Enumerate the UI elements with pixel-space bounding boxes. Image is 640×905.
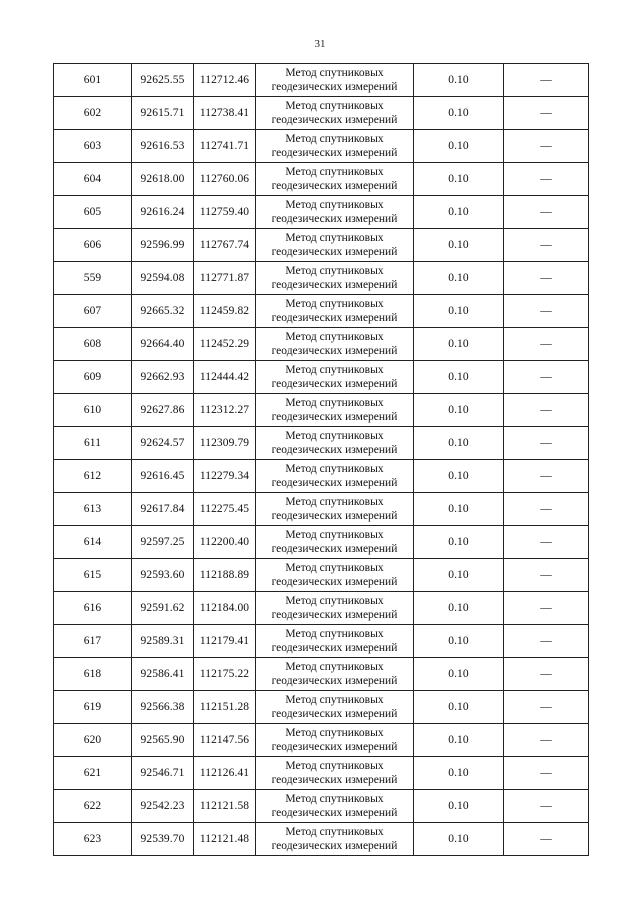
method-line-1: Метод спутниковых (285, 727, 384, 739)
method-cell (256, 64, 414, 97)
note-cell: — (504, 163, 589, 196)
point-number-cell: 604 (54, 163, 132, 196)
method-cell (256, 757, 414, 790)
point-number-cell: 616 (54, 592, 132, 625)
method-line-1: Метод спутниковых (285, 100, 384, 112)
method-line-1: Метод спутниковых (285, 397, 384, 409)
note-cell: — (504, 757, 589, 790)
y-coordinate-cell: 112452.29 (194, 328, 256, 361)
note-cell: — (504, 196, 589, 229)
method-cell (256, 262, 414, 295)
x-coordinate-cell: 92616.24 (132, 196, 194, 229)
accuracy-cell: 0.10 (414, 163, 504, 196)
y-coordinate-cell: 112151.28 (194, 691, 256, 724)
y-coordinate-cell: 112200.40 (194, 526, 256, 559)
accuracy-cell: 0.10 (414, 691, 504, 724)
y-coordinate-cell: 112188.89 (194, 559, 256, 592)
y-coordinate-cell: 112459.82 (194, 295, 256, 328)
y-coordinate-cell: 112741.71 (194, 130, 256, 163)
table-row (54, 394, 589, 427)
y-coordinate-cell: 112179.41 (194, 625, 256, 658)
method-line-1: Метод спутниковых (285, 232, 384, 244)
table-row (54, 64, 589, 97)
point-number-cell: 606 (54, 229, 132, 262)
method-line-1: Метод спутниковых (285, 298, 384, 310)
y-coordinate-cell: 112275.45 (194, 493, 256, 526)
point-number-cell: 614 (54, 526, 132, 559)
note-cell: — (504, 328, 589, 361)
x-coordinate-cell: 92539.70 (132, 823, 194, 856)
method-line-2: геодезических измерений (271, 114, 398, 126)
table-row (54, 724, 589, 757)
note-cell: — (504, 427, 589, 460)
method-line-1: Метод спутниковых (285, 661, 384, 673)
x-coordinate-cell: 92665.32 (132, 295, 194, 328)
x-coordinate-cell: 92596.99 (132, 229, 194, 262)
method-line-2: геодезических измерений (271, 642, 398, 654)
y-coordinate-cell: 112444.42 (194, 361, 256, 394)
y-coordinate-cell: 112712.46 (194, 64, 256, 97)
point-number-cell: 613 (54, 493, 132, 526)
method-cell (256, 823, 414, 856)
method-cell (256, 394, 414, 427)
point-number-cell: 608 (54, 328, 132, 361)
accuracy-cell: 0.10 (414, 130, 504, 163)
method-line-2: геодезических измерений (271, 147, 398, 159)
note-cell: — (504, 790, 589, 823)
accuracy-cell: 0.10 (414, 625, 504, 658)
note-cell: — (504, 691, 589, 724)
point-number-cell: 618 (54, 658, 132, 691)
table-row (54, 493, 589, 526)
table-row (54, 592, 589, 625)
method-cell (256, 97, 414, 130)
point-number-cell: 615 (54, 559, 132, 592)
accuracy-cell: 0.10 (414, 196, 504, 229)
method-line-1: Метод спутниковых (285, 133, 384, 145)
table-row (54, 823, 589, 856)
point-number-cell: 602 (54, 97, 132, 130)
method-line-2: геодезических измерений (271, 609, 398, 621)
method-line-1: Метод спутниковых (285, 793, 384, 805)
x-coordinate-cell: 92662.93 (132, 361, 194, 394)
accuracy-cell: 0.10 (414, 526, 504, 559)
table-row (54, 97, 589, 130)
note-cell: — (504, 658, 589, 691)
accuracy-cell: 0.10 (414, 64, 504, 97)
table-row (54, 328, 589, 361)
accuracy-cell: 0.10 (414, 97, 504, 130)
accuracy-cell: 0.10 (414, 823, 504, 856)
table-row (54, 691, 589, 724)
accuracy-cell: 0.10 (414, 757, 504, 790)
note-cell: — (504, 625, 589, 658)
method-line-1: Метод спутниковых (285, 694, 384, 706)
method-line-1: Метод спутниковых (285, 628, 384, 640)
y-coordinate-cell: 112771.87 (194, 262, 256, 295)
x-coordinate-cell: 92616.45 (132, 460, 194, 493)
method-line-1: Метод спутниковых (285, 430, 384, 442)
point-number-cell: 609 (54, 361, 132, 394)
y-coordinate-cell: 112121.58 (194, 790, 256, 823)
x-coordinate-cell: 92542.23 (132, 790, 194, 823)
method-line-2: геодезических измерений (271, 411, 398, 423)
x-coordinate-cell: 92566.38 (132, 691, 194, 724)
note-cell: — (504, 526, 589, 559)
accuracy-cell: 0.10 (414, 262, 504, 295)
point-number-cell: 623 (54, 823, 132, 856)
method-line-2: геодезических измерений (271, 675, 398, 687)
note-cell: — (504, 823, 589, 856)
table-row (54, 196, 589, 229)
table-row (54, 460, 589, 493)
method-line-1: Метод спутниковых (285, 562, 384, 574)
method-line-2: геодезических измерений (271, 774, 398, 786)
point-number-cell: 617 (54, 625, 132, 658)
method-cell (256, 328, 414, 361)
x-coordinate-cell: 92594.08 (132, 262, 194, 295)
method-cell (256, 691, 414, 724)
note-cell: — (504, 493, 589, 526)
method-line-1: Метод спутниковых (285, 199, 384, 211)
method-cell (256, 361, 414, 394)
method-cell (256, 526, 414, 559)
method-cell (256, 493, 414, 526)
method-line-1: Метод спутниковых (285, 364, 384, 376)
table-row (54, 757, 589, 790)
method-line-2: геодезических измерений (271, 444, 398, 456)
x-coordinate-cell: 92618.00 (132, 163, 194, 196)
y-coordinate-cell: 112309.79 (194, 427, 256, 460)
x-coordinate-cell: 92591.62 (132, 592, 194, 625)
accuracy-cell: 0.10 (414, 295, 504, 328)
accuracy-cell: 0.10 (414, 592, 504, 625)
table-row (54, 295, 589, 328)
table-row (54, 427, 589, 460)
note-cell: — (504, 262, 589, 295)
x-coordinate-cell: 92593.60 (132, 559, 194, 592)
x-coordinate-cell: 92627.86 (132, 394, 194, 427)
accuracy-cell: 0.10 (414, 790, 504, 823)
point-number-cell: 610 (54, 394, 132, 427)
page-number: 31 (314, 38, 326, 50)
y-coordinate-cell: 112312.27 (194, 394, 256, 427)
method-line-2: геодезических измерений (271, 213, 398, 225)
method-line-1: Метод спутниковых (285, 67, 384, 79)
method-cell (256, 625, 414, 658)
table-row (54, 262, 589, 295)
note-cell: — (504, 361, 589, 394)
method-cell (256, 592, 414, 625)
note-cell: — (504, 724, 589, 757)
point-number-cell: 622 (54, 790, 132, 823)
table-row (54, 625, 589, 658)
point-number-cell: 607 (54, 295, 132, 328)
y-coordinate-cell: 112767.74 (194, 229, 256, 262)
note-cell: — (504, 460, 589, 493)
table-row (54, 658, 589, 691)
method-line-2: геодезических измерений (271, 708, 398, 720)
method-cell (256, 460, 414, 493)
method-line-1: Метод спутниковых (285, 265, 384, 277)
point-number-cell: 621 (54, 757, 132, 790)
method-line-2: геодезических измерений (271, 279, 398, 291)
method-line-2: геодезических измерений (271, 246, 398, 258)
x-coordinate-cell: 92546.71 (132, 757, 194, 790)
y-coordinate-cell: 112126.41 (194, 757, 256, 790)
accuracy-cell: 0.10 (414, 493, 504, 526)
note-cell: — (504, 559, 589, 592)
y-coordinate-cell: 112147.56 (194, 724, 256, 757)
table-row (54, 163, 589, 196)
x-coordinate-cell: 92565.90 (132, 724, 194, 757)
method-cell (256, 724, 414, 757)
y-coordinate-cell: 112175.22 (194, 658, 256, 691)
method-line-2: геодезических измерений (271, 477, 398, 489)
x-coordinate-cell: 92597.25 (132, 526, 194, 559)
y-coordinate-cell: 112279.34 (194, 460, 256, 493)
method-line-2: геодезических измерений (271, 81, 398, 93)
coordinates-table (53, 63, 589, 856)
accuracy-cell: 0.10 (414, 394, 504, 427)
accuracy-cell: 0.10 (414, 361, 504, 394)
point-number-cell: 611 (54, 427, 132, 460)
y-coordinate-cell: 112760.06 (194, 163, 256, 196)
x-coordinate-cell: 92616.53 (132, 130, 194, 163)
method-line-1: Метод спутниковых (285, 166, 384, 178)
point-number-cell: 603 (54, 130, 132, 163)
note-cell: — (504, 394, 589, 427)
accuracy-cell: 0.10 (414, 559, 504, 592)
method-cell (256, 559, 414, 592)
accuracy-cell: 0.10 (414, 724, 504, 757)
method-line-2: геодезических измерений (271, 378, 398, 390)
method-line-2: геодезических измерений (271, 180, 398, 192)
x-coordinate-cell: 92589.31 (132, 625, 194, 658)
table-row (54, 559, 589, 592)
accuracy-cell: 0.10 (414, 229, 504, 262)
method-line-2: геодезических измерений (271, 345, 398, 357)
x-coordinate-cell: 92624.57 (132, 427, 194, 460)
note-cell: — (504, 64, 589, 97)
table-row (54, 130, 589, 163)
x-coordinate-cell: 92664.40 (132, 328, 194, 361)
x-coordinate-cell: 92586.41 (132, 658, 194, 691)
y-coordinate-cell: 112121.48 (194, 823, 256, 856)
table-row (54, 229, 589, 262)
table-row (54, 790, 589, 823)
method-cell (256, 790, 414, 823)
x-coordinate-cell: 92625.55 (132, 64, 194, 97)
table-row (54, 361, 589, 394)
note-cell: — (504, 592, 589, 625)
method-line-2: геодезических измерений (271, 510, 398, 522)
point-number-cell: 620 (54, 724, 132, 757)
point-number-cell: 619 (54, 691, 132, 724)
accuracy-cell: 0.10 (414, 658, 504, 691)
coordinates-table-body (54, 64, 589, 856)
accuracy-cell: 0.10 (414, 427, 504, 460)
method-line-1: Метод спутниковых (285, 760, 384, 772)
note-cell: — (504, 295, 589, 328)
method-cell (256, 295, 414, 328)
method-line-2: геодезических измерений (271, 840, 398, 852)
x-coordinate-cell: 92615.71 (132, 97, 194, 130)
x-coordinate-cell: 92617.84 (132, 493, 194, 526)
method-cell (256, 229, 414, 262)
y-coordinate-cell: 112184.00 (194, 592, 256, 625)
method-cell (256, 163, 414, 196)
method-line-2: геодезических измерений (271, 741, 398, 753)
method-line-1: Метод спутниковых (285, 496, 384, 508)
method-line-2: геодезических измерений (271, 807, 398, 819)
point-number-cell: 559 (54, 262, 132, 295)
method-line-1: Метод спутниковых (285, 826, 384, 838)
method-line-2: геодезических измерений (271, 543, 398, 555)
method-line-1: Метод спутниковых (285, 595, 384, 607)
point-number-cell: 601 (54, 64, 132, 97)
note-cell: — (504, 229, 589, 262)
method-line-1: Метод спутниковых (285, 331, 384, 343)
method-cell (256, 196, 414, 229)
method-line-2: геодезических измерений (271, 312, 398, 324)
y-coordinate-cell: 112738.41 (194, 97, 256, 130)
point-number-cell: 612 (54, 460, 132, 493)
note-cell: — (504, 130, 589, 163)
method-cell (256, 658, 414, 691)
method-line-2: геодезических измерений (271, 576, 398, 588)
method-cell (256, 130, 414, 163)
accuracy-cell: 0.10 (414, 328, 504, 361)
accuracy-cell: 0.10 (414, 460, 504, 493)
method-cell (256, 427, 414, 460)
point-number-cell: 605 (54, 196, 132, 229)
y-coordinate-cell: 112759.40 (194, 196, 256, 229)
table-row (54, 526, 589, 559)
method-line-1: Метод спутниковых (285, 529, 384, 541)
method-line-1: Метод спутниковых (285, 463, 384, 475)
note-cell: — (504, 97, 589, 130)
